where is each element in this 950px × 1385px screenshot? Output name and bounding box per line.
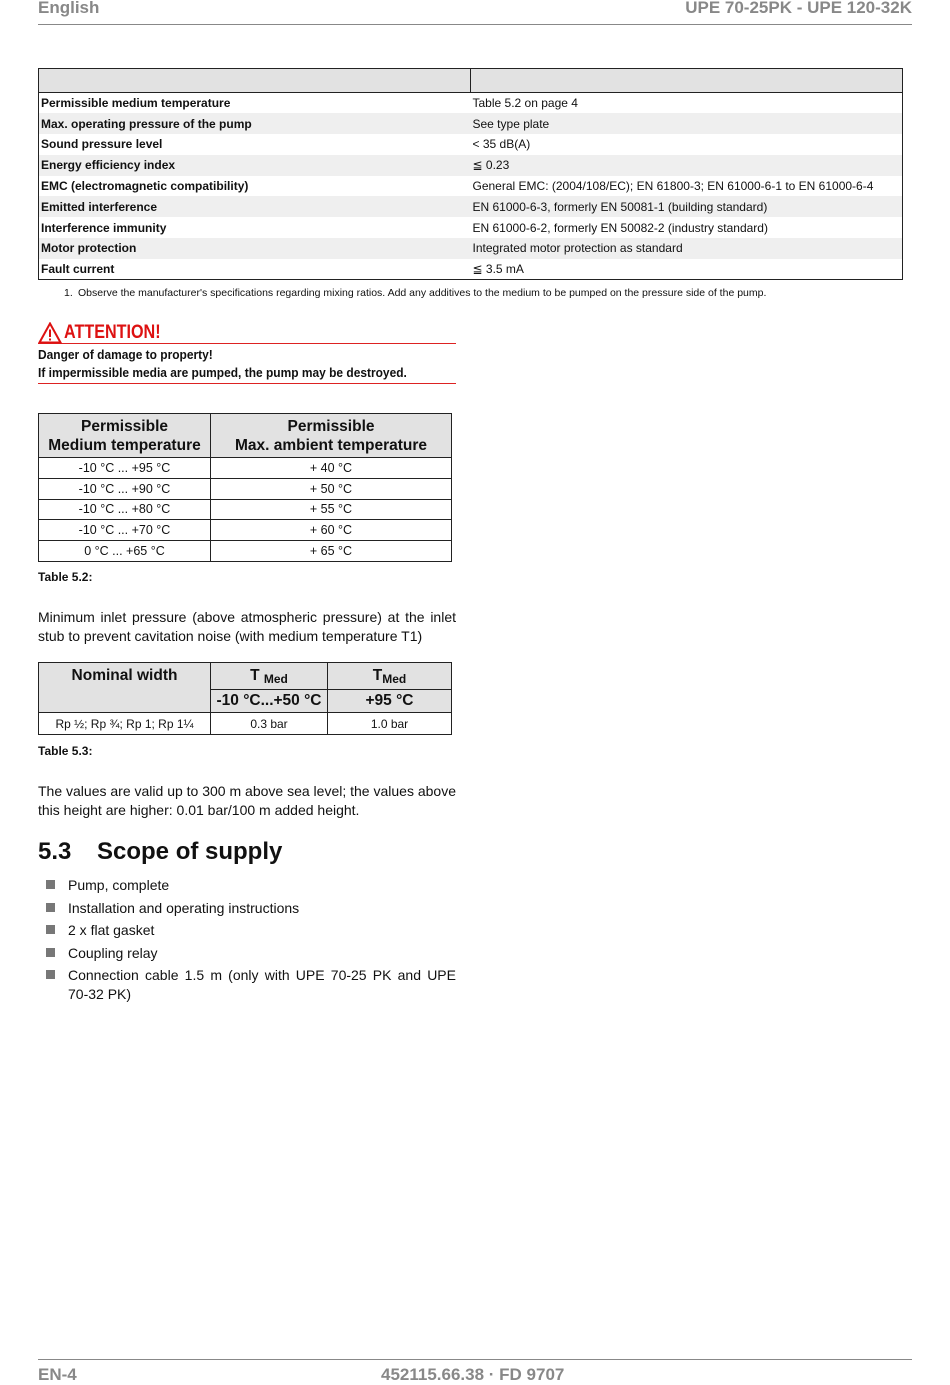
table-row	[39, 93, 903, 114]
table-row	[39, 520, 452, 541]
list-item: Coupling relay	[46, 944, 456, 963]
spec-key: Max. operating pressure of the pump	[39, 113, 471, 134]
table-row	[39, 134, 903, 155]
table-row	[39, 259, 903, 280]
supply-list	[46, 876, 456, 1008]
page-footer	[38, 1359, 912, 1382]
attention-line-1: Danger of damage to property!	[38, 347, 213, 362]
spec-value: < 35 dB(A)	[472, 137, 531, 152]
nominal-width-value: Rp ½; Rp ¾; Rp 1; Rp 1¼	[39, 713, 211, 735]
table-row	[39, 155, 903, 176]
temp-ambient: + 60 °C	[211, 520, 452, 541]
table-row	[39, 238, 903, 259]
spec-value: General EMC: (2004/108/EC); EN 61800-3; EN 61000-6-1 to EN 61000-6-4	[472, 179, 874, 194]
spec-value: EN 61000-6-2, formerly EN 50082-2 (industry standard)	[472, 220, 768, 235]
attention-title: ATTENTION!	[64, 321, 161, 343]
square-bullet-icon	[46, 903, 55, 912]
temp-medium: -10 °C ... +90 °C	[39, 478, 211, 499]
spec-key: Fault current	[41, 262, 115, 277]
spec-key: Sound pressure level	[41, 137, 163, 152]
table-row	[39, 478, 452, 499]
attention-box	[38, 322, 456, 384]
temp-ambient: + 50 °C	[211, 478, 452, 499]
section-title: Scope of supply	[97, 838, 283, 865]
square-bullet-icon	[46, 880, 55, 889]
header-model: UPE 70-25PK - UPE 120-32K	[685, 0, 912, 17]
temp-ambient: + 40 °C	[211, 458, 452, 479]
table-row	[39, 458, 452, 479]
blank-header-cell	[39, 690, 211, 713]
list-item: 2 x flat gasket	[46, 921, 456, 940]
section-heading	[38, 838, 282, 866]
spec-key: Emitted interference	[39, 196, 471, 217]
table-row	[39, 499, 452, 520]
document-number: 452115.66.38 · FD 9707	[381, 1365, 565, 1384]
section-number: 5.3	[38, 838, 72, 865]
spec-key: Energy efficiency index	[39, 155, 471, 176]
footnote-number: 1.	[64, 287, 73, 299]
spec-value: EN 61000-6-3, formerly EN 50081-1 (building standard)	[471, 196, 903, 217]
table-5-2-caption: Table 5.2:	[38, 570, 93, 584]
list-item: Connection cable 1.5 m (only with UPE 70-25 PK and UPE 70-32 PK)	[46, 966, 456, 1004]
table-row	[39, 196, 903, 217]
page-number: EN-4	[38, 1365, 77, 1384]
temperature-table	[38, 413, 452, 562]
table-row	[39, 541, 452, 562]
spec-key: Permissible medium temperature	[41, 96, 231, 111]
pressure-table	[38, 662, 452, 735]
warning-triangle-icon	[38, 322, 62, 344]
spec-value: Integrated motor protection as standard	[471, 238, 903, 259]
attention-line-2: If impermissible media are pumped, the pump may be destroyed.	[38, 365, 407, 380]
temp-header-medium: Permissible Medium temperature	[39, 414, 211, 458]
t-med-header-2: $T_{Med}$	[328, 663, 452, 690]
page-header	[38, 0, 912, 25]
spec-key: EMC (electromagnetic compatibility)	[41, 179, 249, 194]
table-row	[39, 217, 903, 238]
temp-ambient: + 65 °C	[211, 541, 452, 562]
height-paragraph: The values are valid up to 300 m above sea level; the values above this height are higher: 0.01 bar/100 m added height.	[38, 783, 456, 818]
spec-value: Table 5.2 on page 4	[472, 96, 578, 111]
table-row	[39, 113, 903, 134]
nominal-width-header: Nominal width	[39, 663, 211, 690]
attention-body	[38, 344, 456, 384]
square-bullet-icon	[46, 925, 55, 934]
t-med-header-1: T $_{Med}$	[211, 663, 328, 690]
spec-key: Motor protection	[39, 238, 471, 259]
table-row	[39, 713, 452, 735]
specifications-table	[38, 68, 903, 280]
spec-value: ≦ 3.5 mA	[472, 262, 524, 277]
spec-value: See type plate	[471, 113, 903, 134]
attention-title-row	[38, 322, 456, 344]
spec-header-cell	[471, 69, 903, 93]
pressure-value-1: 0.3 bar	[211, 713, 328, 735]
temp-medium: -10 °C ... +80 °C	[39, 499, 211, 520]
list-item: Installation and operating instructions	[46, 899, 456, 918]
list-item: Pump, complete	[46, 876, 456, 895]
square-bullet-icon	[46, 970, 55, 979]
range-header-2: +95 °C	[328, 690, 452, 713]
temp-medium: -10 °C ... +95 °C	[39, 458, 211, 479]
spec-value: ≦ 0.23	[471, 155, 903, 176]
temp-medium: 0 °C ... +65 °C	[39, 541, 211, 562]
range-header-1: -10 °C...+50 °C	[211, 690, 328, 713]
temp-header-ambient: Permissible Max. ambient temperature	[211, 414, 452, 458]
footnote-text: Observe the manufacturer's specifications regarding mixing ratios. Add any additives to the medium to be pumped on the pressure side of the pump.	[78, 287, 767, 299]
spec-header-cell	[39, 69, 471, 93]
temp-ambient: + 55 °C	[211, 499, 452, 520]
pressure-value-2: 1.0 bar	[328, 713, 452, 735]
temp-medium: -10 °C ... +70 °C	[39, 520, 211, 541]
spec-key: Interference immunity	[41, 220, 167, 235]
table-row	[39, 176, 903, 197]
header-language: English	[38, 0, 100, 17]
table-5-3-caption: Table 5.3:	[38, 744, 93, 758]
square-bullet-icon	[46, 948, 55, 957]
inlet-pressure-paragraph: Minimum inlet pressure (above atmospheric pressure) at the inlet stub to prevent cavitation noise (with medium temperature T1)	[38, 609, 456, 644]
